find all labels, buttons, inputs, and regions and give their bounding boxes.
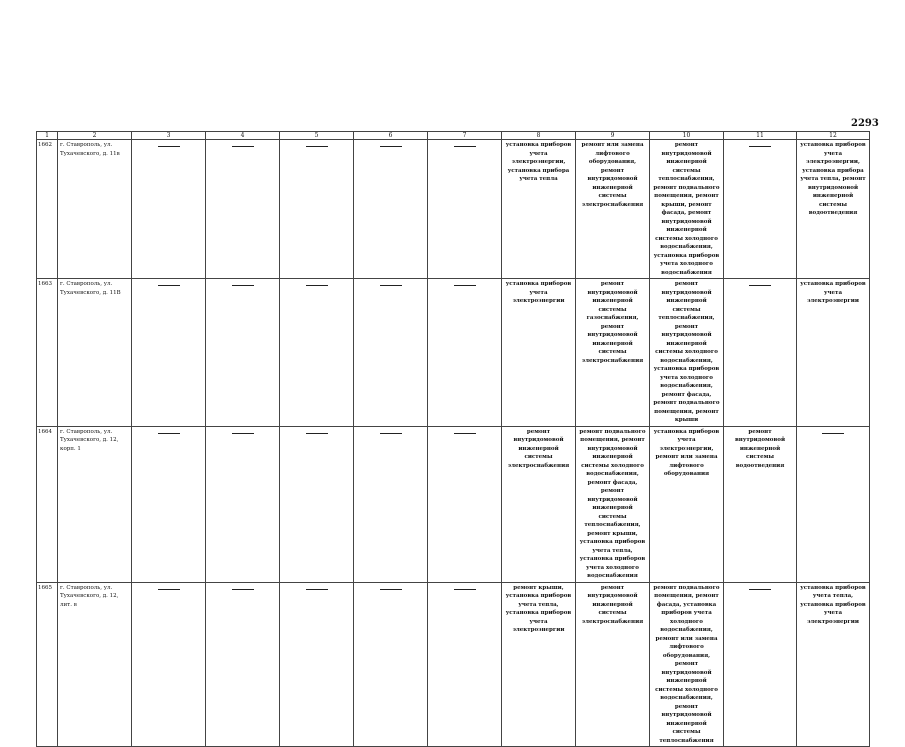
dash-mark (749, 589, 771, 590)
work-cell: установка приборов учета электроэнергии (797, 279, 870, 427)
dash-cell (206, 140, 280, 279)
dash-mark (232, 146, 254, 147)
header-cell: 2 (58, 132, 132, 140)
header-cell: 6 (354, 132, 428, 140)
dash-cell (280, 279, 354, 427)
work-cell: установка приборов учета тепла, установка приборов учета электроэнергии (797, 582, 870, 747)
work-cell: установка приборов учета электроэнергии, установка прибора учета тепла, ремонт внутридомовой инженерной системы водоотведения (797, 140, 870, 279)
dash-cell (428, 279, 502, 427)
dash-cell (428, 426, 502, 582)
work-cell: установка приборов учета электроэнергии, установка прибора учета тепла (502, 140, 576, 279)
work-cell: установка приборов учета электроэнергии, ремонт или замена лифтового оборудования (650, 426, 724, 582)
work-cell: ремонт крыши, установка приборов учета тепла, установка приборов учета электроэнергии (502, 582, 576, 747)
address-cell: г. Ставрополь, ул. Тухачевского, д. 12, корп. 1 (58, 426, 132, 582)
dash-mark (454, 433, 476, 434)
dash-mark (158, 589, 180, 590)
work-cell: ремонт внутридомовой инженерной системы теплоснабжения, ремонт внутридомовой инженерной системы холодного водоснабжения, установка приборов учета холодного водоснабжения, ремонт фасада, ремонт подвального помещения, ремонт крыши (650, 279, 724, 427)
header-cell: 5 (280, 132, 354, 140)
row-number: 1664 (37, 426, 58, 582)
dash-mark (306, 589, 328, 590)
header-cell: 1 (37, 132, 58, 140)
dash-cell (797, 426, 870, 582)
dash-mark (380, 589, 402, 590)
dash-cell (428, 582, 502, 747)
dash-cell (280, 140, 354, 279)
dash-cell (206, 582, 280, 747)
work-cell: ремонт внутридомовой инженерной системы электроснабжения (502, 426, 576, 582)
dash-mark (232, 433, 254, 434)
dash-mark (232, 285, 254, 286)
header-cell: 7 (428, 132, 502, 140)
header-cell: 11 (724, 132, 797, 140)
table-row (37, 279, 870, 427)
dash-mark (749, 146, 771, 147)
dash-cell (132, 279, 206, 427)
dash-mark (822, 433, 844, 434)
dash-cell (206, 279, 280, 427)
header-cell: 3 (132, 132, 206, 140)
table-row (37, 582, 870, 747)
dash-cell (354, 279, 428, 427)
dash-cell (354, 426, 428, 582)
header-cell: 4 (206, 132, 280, 140)
row-number: 1665 (37, 582, 58, 747)
dash-mark (380, 146, 402, 147)
address-cell: г. Ставрополь, ул. Тухачевского, д. 11в (58, 140, 132, 279)
header-cell: 8 (502, 132, 576, 140)
dash-cell (132, 140, 206, 279)
page-number: 2293 (851, 118, 879, 129)
work-cell: ремонт подвального помещения, ремонт фасада, установка приборов учета холодного водоснабжения, ремонт или замена лифтового оборудования, ремонт внутридомовой инженерной системы холодного водоснабжения, ремонт внутридомовой инженерной системы теплоснабжения (650, 582, 724, 747)
register-table (36, 131, 870, 747)
work-cell: ремонт внутридомовой инженерной системы электроснабжения (576, 582, 650, 747)
header-cell: 10 (650, 132, 724, 140)
dash-mark (454, 589, 476, 590)
dash-cell (724, 582, 797, 747)
dash-cell (132, 582, 206, 747)
work-cell: ремонт внутридомовой инженерной системы водоотведения (724, 426, 797, 582)
dash-mark (232, 589, 254, 590)
header-cell: 9 (576, 132, 650, 140)
dash-cell (428, 140, 502, 279)
dash-mark (306, 285, 328, 286)
work-cell: ремонт внутридомовой инженерной системы теплоснабжения, ремонт подвального помещения, ремонт крыши, ремонт фасада, ремонт внутридомовой инженерной системы холодного водоснабжения, установка приборов учета холодного водоснабжения (650, 140, 724, 279)
dash-mark (454, 285, 476, 286)
row-number: 1662 (37, 140, 58, 279)
address-cell: г. Ставрополь, ул. Тухачевского, д. 11В (58, 279, 132, 427)
dash-mark (749, 285, 771, 286)
dash-mark (158, 146, 180, 147)
dash-mark (306, 433, 328, 434)
header-cell: 12 (797, 132, 870, 140)
table-row (37, 140, 870, 279)
dash-cell (724, 140, 797, 279)
dash-mark (380, 285, 402, 286)
work-cell: установка приборов учета электроэнергии (502, 279, 576, 427)
row-number: 1663 (37, 279, 58, 427)
dash-cell (354, 582, 428, 747)
dash-cell (280, 426, 354, 582)
dash-mark (380, 433, 402, 434)
table-row (37, 426, 870, 582)
dash-cell (206, 426, 280, 582)
address-cell: г. Ставрополь, ул. Тухачевского, д. 12, лит. в (58, 582, 132, 747)
dash-cell (280, 582, 354, 747)
dash-cell (724, 279, 797, 427)
work-cell: ремонт или замена лифтового оборудования, ремонт внутридомовой инженерной системы электроснабжения (576, 140, 650, 279)
header-row (37, 132, 870, 140)
dash-mark (158, 285, 180, 286)
work-cell: ремонт подвального помещения, ремонт внутридомовой инженерной системы холодного водоснабжения, ремонт фасада, ремонт внутридомовой инженерной системы теплоснабжения, ремонт крыши, установка приборов учета тепла, установка приборов учета холодного водоснабжения (576, 426, 650, 582)
dash-cell (354, 140, 428, 279)
dash-mark (158, 433, 180, 434)
dash-cell (132, 426, 206, 582)
dash-mark (454, 146, 476, 147)
work-cell: ремонт внутридомовой инженерной системы газоснабжения, ремонт внутридомовой инженерной системы электроснабжения (576, 279, 650, 427)
dash-mark (306, 146, 328, 147)
